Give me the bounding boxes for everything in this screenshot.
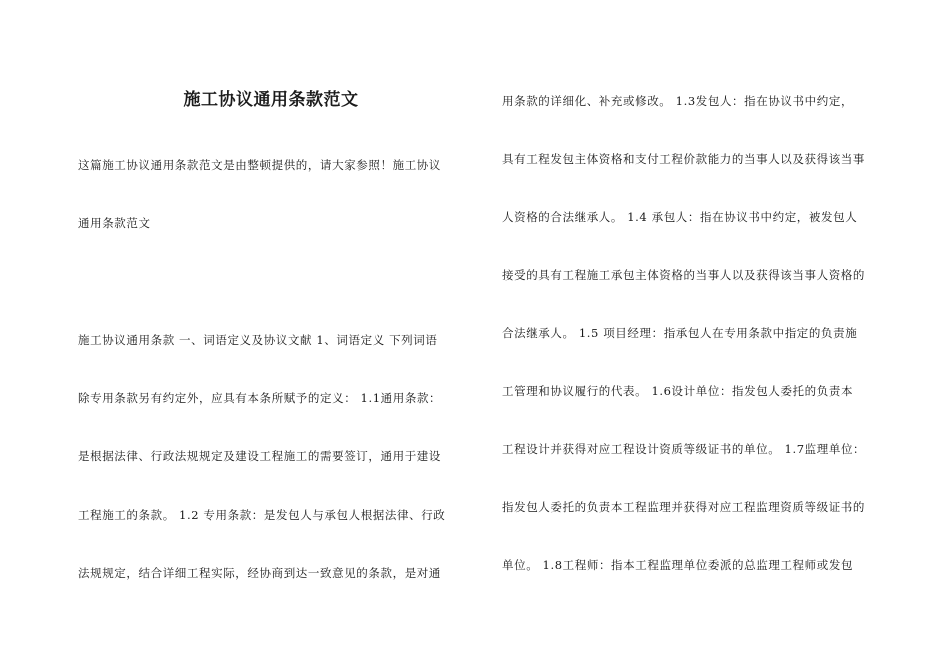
- left-body-line-3: 是根据法律、行政法规规定及建设工程施工的需要签订，通用于建设: [78, 449, 441, 463]
- right-line-8: 指发包人委托的负责本工程监理并获得对应工程监理资质等级证书的: [502, 500, 865, 514]
- right-line-9: 单位。 1.8工程师：指本工程监理单位委派的总监理工程师或发包: [502, 558, 854, 572]
- right-line-4: 接受的具有工程施工承包主体资格的当事人以及获得该当事人资格的: [502, 268, 865, 282]
- left-intro-line-2: 通用条款范文: [78, 216, 151, 230]
- right-line-6: 工管理和协议履行的代表。 1.6设计单位：指发包人委托的负责本: [502, 384, 854, 398]
- document-title: 施工协议通用条款范文: [183, 90, 359, 110]
- left-intro-line-1: 这篇施工协议通用条款范文是由整顿提供的，请大家参照！施工协议: [78, 158, 441, 172]
- left-body-line-5: 法规规定，结合详细工程实际，经协商到达一致意见的条款，是对通: [78, 566, 441, 580]
- left-body-line-2: 除专用条款另有约定外，应具有本条所赋予的定义： 1.1通用条款：: [78, 391, 442, 405]
- left-body-line-1: 施工协议通用条款 一、词语定义及协议文献 1、词语定义 下列词语: [78, 333, 438, 347]
- right-line-5: 合法继承人。 1.5 项目经理：指承包人在专用条款中指定的负责施: [502, 326, 858, 340]
- right-line-7: 工程设计并获得对应工程设计资质等级证书的单位。 1.7监理单位：: [502, 442, 866, 456]
- right-line-3: 人资格的合法继承人。 1.4 承包人：指在协议书中约定，被发包人: [502, 210, 858, 224]
- left-body-line-4: 工程施工的条款。 1.2 专用条款：是发包人与承包人根据法律、行政: [78, 508, 446, 522]
- right-line-2: 具有工程发包主体资格和支付工程价款能力的当事人以及获得该当事: [502, 152, 865, 166]
- right-line-1: 用条款的详细化、补充或修改。 1.3发包人：指在协议书中约定，: [502, 94, 854, 108]
